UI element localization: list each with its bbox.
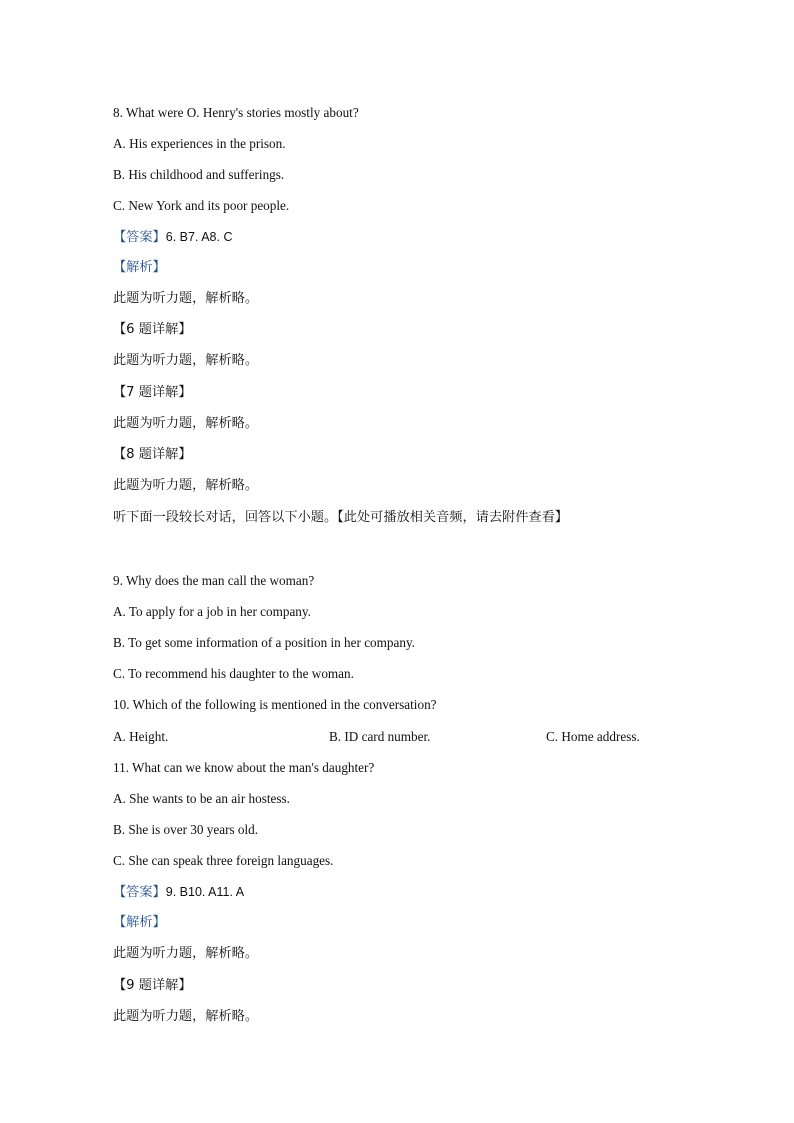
- analysis-text: 此题为听力题，解析略。: [113, 291, 259, 306]
- question-9-option-b: B. To get some information of a position in her company.: [113, 635, 415, 650]
- question-8-option-b: B. His childhood and sufferings.: [113, 167, 285, 182]
- answer-line-1: [113, 228, 232, 247]
- question-9-option-a: A. To apply for a job in her company.: [113, 604, 311, 619]
- answer-item: 9. B: [165, 885, 188, 899]
- answer-item: 6. B: [165, 230, 188, 244]
- detail-8-text: 此题为听力题，解析略。: [113, 478, 259, 493]
- detail-7-tag: 【7 题详解】: [113, 385, 192, 400]
- analysis-text: 此题为听力题，解析略。: [113, 946, 259, 961]
- detail-6-text: 此题为听力题，解析略。: [113, 353, 259, 368]
- answer-line-2: [113, 883, 244, 902]
- detail-6-tag: 【6 题详解】: [113, 322, 192, 337]
- detail-9-tag: 【9 题详解】: [113, 978, 192, 993]
- answer-item: 8. C: [209, 230, 233, 244]
- answer-item: 11. A: [216, 885, 245, 899]
- question-8-option-c: C. New York and its poor people.: [113, 198, 290, 213]
- question-10-option-b: B. ID card number.: [329, 729, 431, 744]
- answer-tag: 【答案】: [113, 230, 166, 245]
- question-10-option-c: C. Home address.: [546, 729, 640, 744]
- question-9: 9. Why does the man call the woman?: [113, 573, 315, 588]
- question-8: 8. What were O. Henry's stories mostly about?: [113, 105, 359, 120]
- answer-item: 10. A: [188, 885, 217, 899]
- answer-item: 7. A: [188, 230, 210, 244]
- question-11: 11. What can we know about the man's daughter?: [113, 760, 375, 775]
- analysis-tag: 【解析】: [113, 915, 166, 930]
- question-10: 10. Which of the following is mentioned in the conversation?: [113, 697, 437, 712]
- analysis-tag: 【解析】: [113, 260, 166, 275]
- question-9-option-c: C. To recommend his daughter to the woman.: [113, 666, 354, 681]
- question-11-option-c: C. She can speak three foreign languages.: [113, 853, 334, 868]
- detail-9-text: 此题为听力题，解析略。: [113, 1009, 259, 1024]
- listening-instruction: 听下面一段较长对话，回答以下小题。【此处可播放相关音频，请去附件查看】: [113, 510, 568, 525]
- question-10-option-a: A. Height.: [113, 729, 169, 744]
- question-11-option-a: A. She wants to be an air hostess.: [113, 791, 290, 806]
- answer-tag: 【答案】: [113, 885, 166, 900]
- question-11-option-b: B. She is over 30 years old.: [113, 822, 259, 837]
- detail-8-tag: 【8 题详解】: [113, 447, 192, 462]
- question-8-option-a: A. His experiences in the prison.: [113, 136, 286, 151]
- detail-7-text: 此题为听力题，解析略。: [113, 416, 259, 431]
